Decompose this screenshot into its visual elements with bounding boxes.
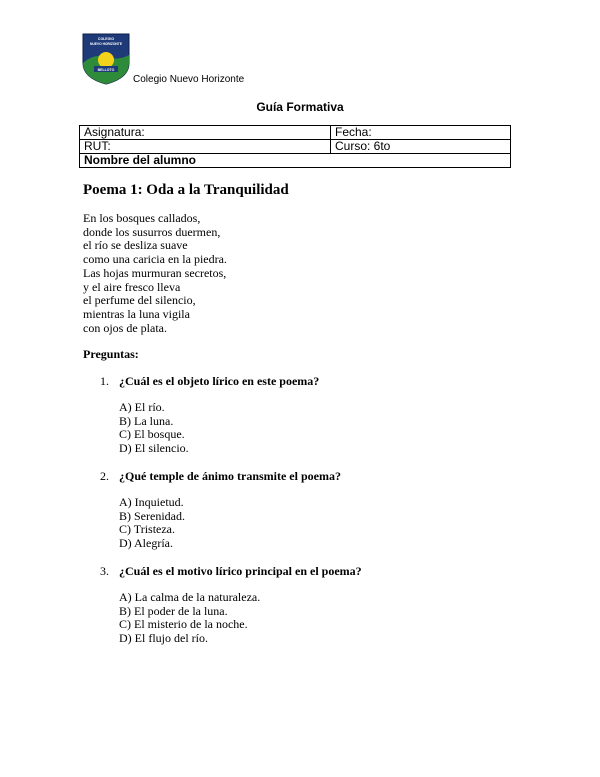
answer-option[interactable]: B) El poder de la luna. [119, 603, 228, 618]
document-title: Guía Formativa [256, 100, 344, 114]
answer-option[interactable]: C) El bosque. [119, 427, 185, 442]
question-3 [100, 564, 362, 579]
answer-option[interactable]: B) La luna. [119, 413, 174, 428]
question-number: 1. [100, 374, 109, 388]
poem-line: Las hojas murmuran secretos, [83, 265, 227, 280]
poem-line: con ojos de plata. [83, 320, 167, 335]
poem-line: donde los susurros duermen, [83, 224, 221, 239]
question-1-options [119, 401, 189, 455]
fecha-cell[interactable]: Fecha: [331, 126, 511, 140]
question-1 [100, 374, 319, 389]
poem-line: y el aire fresco lleva [83, 279, 181, 294]
answer-option[interactable]: D) El silencio. [119, 440, 189, 455]
answer-option[interactable]: A) La calma de la naturaleza. [119, 590, 261, 604]
poem-line: mientras la luna vigila [83, 306, 190, 321]
nombre-cell[interactable]: Nombre del alumno [80, 154, 511, 168]
asignatura-cell[interactable]: Asignatura: [80, 126, 331, 140]
questions-heading: Preguntas: [83, 347, 139, 361]
answer-option[interactable]: C) Tristeza. [119, 522, 176, 537]
poem-line: En los bosques callados, [83, 211, 201, 225]
question-2 [100, 469, 341, 484]
school-name: Colegio Nuevo Horizonte [133, 74, 245, 85]
answer-option[interactable]: D) El flujo del río. [119, 630, 208, 645]
question-2-options [119, 496, 185, 550]
question-number: 3. [100, 564, 109, 578]
question-number: 2. [100, 469, 109, 483]
logo-text-3: BELLOTO [97, 68, 115, 72]
rut-cell[interactable]: RUT: [80, 140, 331, 154]
question-stem: ¿Cuál es el objeto lírico en este poema? [119, 374, 320, 388]
answer-option[interactable]: A) Inquietud. [119, 495, 184, 509]
question-stem: ¿Qué temple de ánimo transmite el poema? [119, 469, 341, 483]
question-stem: ¿Cuál es el motivo lírico principal en el poema? [119, 564, 362, 578]
poem-line: el río se desliza suave [83, 238, 188, 253]
logo-text-2: NUEVO HORIZONTE [89, 42, 123, 46]
poem-line: el perfume del silencio, [83, 293, 196, 308]
answer-option[interactable]: B) Serenidad. [119, 508, 185, 523]
poem-title: Poema 1: Oda a la Tranquilidad [83, 182, 289, 198]
school-logo [82, 33, 130, 85]
curso-cell[interactable]: Curso: 6to [331, 140, 511, 154]
answer-option[interactable]: A) El río. [119, 400, 165, 414]
answer-option[interactable]: C) El misterio de la noche. [119, 617, 248, 632]
answer-option[interactable]: D) Alegría. [119, 535, 173, 550]
logo-text-1: COLEGIO [97, 37, 115, 41]
question-3-options [119, 591, 260, 645]
student-info-table [79, 125, 511, 168]
poem-body [83, 212, 227, 335]
poem-line: como una caricia en la piedra. [83, 252, 227, 267]
